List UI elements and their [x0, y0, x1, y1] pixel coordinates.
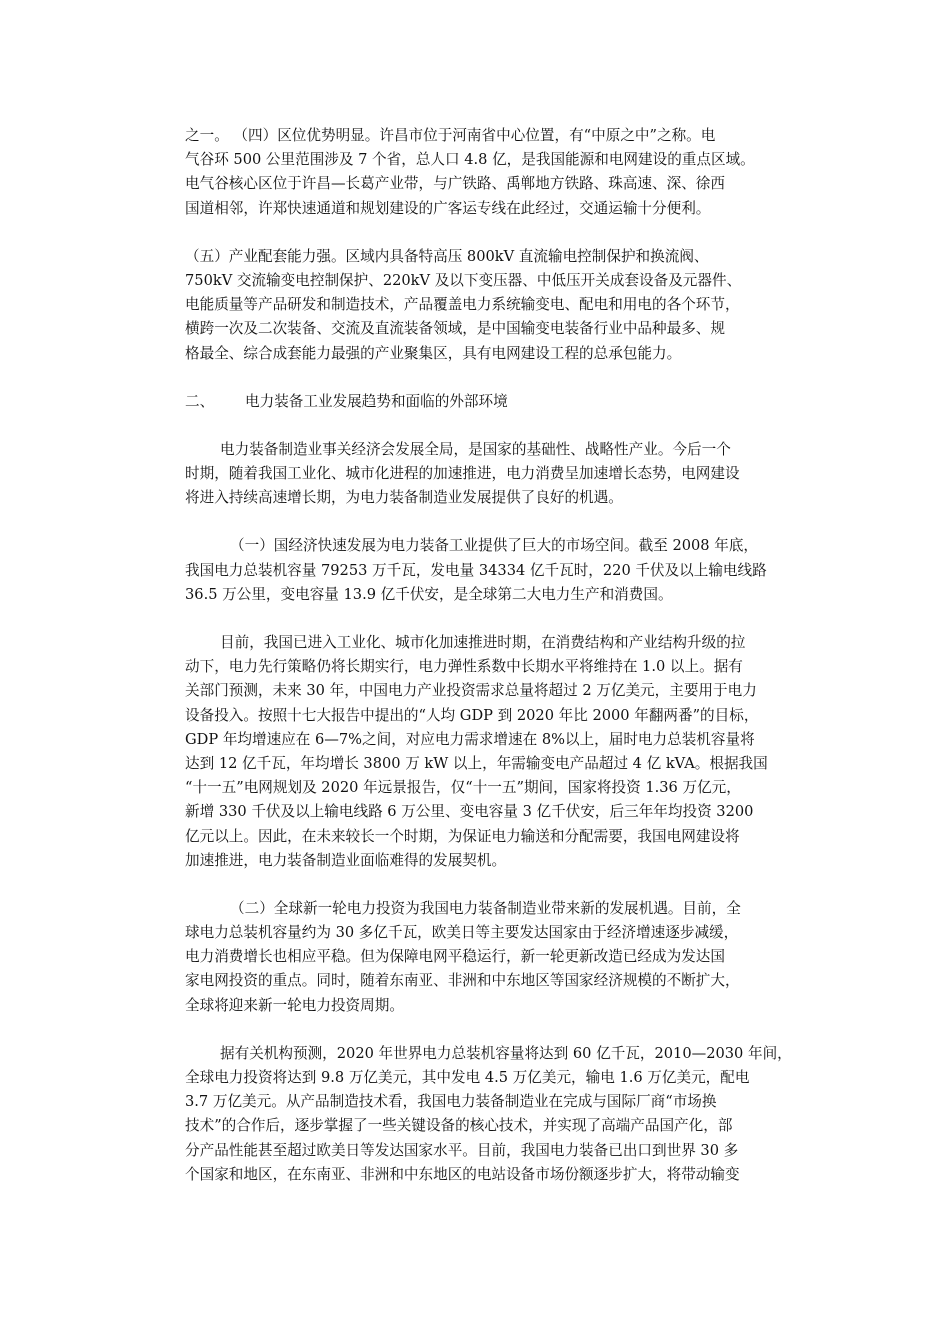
- text-line: 新增 330 千伏及以上输电线路 6 万公里、变电容量 3 亿千伏安，后三年年均投资 3200: [185, 803, 754, 821]
- paragraph-location-advantage: [185, 124, 805, 221]
- text-line: 技术”的合作后，逐步掌握了一些关键设备的核心技术，并实现了高端产品国产化，部: [185, 1117, 733, 1135]
- paragraph-gap: [185, 510, 805, 534]
- text-line: 国道相邻，许郑快速通道和规划建设的广客运专线在此经过，交通运输十分便利。: [185, 199, 711, 217]
- document-body: [185, 124, 805, 1187]
- text-line: （一）国经济快速发展为电力装备工业提供了巨大的市场空间。截至 2008 年底，: [230, 537, 759, 555]
- text-line: 达到 12 亿千瓦，年均增长 3800 万 kW 以上，年需输变电产品超过 4 亿 kVA。根据我国: [185, 754, 768, 772]
- text-line: 3.7 万亿美元。从产品制造技术看，我国电力装备制造业在完成与国际厂商“市场换: [185, 1093, 717, 1111]
- text-line: （二）全球新一轮电力投资为我国电力装备制造业带来新的发展机遇。目前，全: [230, 899, 741, 917]
- section-number: 二、: [185, 392, 215, 410]
- text-line: 动下，电力先行策略仍将长期实行，电力弹性系数中长期水平将维持在 1.0 以上。据有: [185, 658, 743, 676]
- paragraph-gap: [185, 221, 805, 245]
- text-line: 电能质量等产品研发和制造技术，产品覆盖电力系统输变电、配电和用电的各个环节，: [185, 296, 740, 314]
- paragraph-gap: [185, 873, 805, 897]
- paragraph-gap: [185, 607, 805, 631]
- text-line: 格最全、综合成套能力最强的产业聚集区，具有电网建设工程的总承包能力。: [185, 344, 682, 362]
- paragraph-industry-support: [185, 245, 805, 366]
- text-line: 设备投入。按照十七大报告中提出的“人均 GDP 到 2020 年比 2000 年翻两番”的目标，: [185, 706, 759, 724]
- paragraph-current-situation: [185, 631, 805, 873]
- text-line: 球电力总装机容量约为 30 多亿千瓦，欧美日等主要发达国家由于经济增速逐步减缓，: [185, 924, 739, 942]
- text-line: （五）产业配套能力强。区域内具备特高压 800kV 直流输电控制保护和换流阀、: [185, 247, 709, 265]
- text-line: 电力装备制造业事关经济会发展全局，是国家的基础性、战略性产业。今后一个: [220, 440, 731, 458]
- text-line: 亿元以上。因此，在未来较长一个时期，为保证电力输送和分配需要，我国电网建设将: [185, 827, 740, 845]
- text-line: 我国电力总装机容量 79253 万千瓦，发电量 34334 亿千瓦时，220 千伏及以上输电线路: [185, 561, 767, 579]
- text-line: 全球电力投资将达到 9.8 万亿美元，其中发电 4.5 万亿美元，输电 1.6 万亿美元，配电: [185, 1069, 750, 1086]
- text-line: 气谷环 500 公里范围涉及 7 个省，总人口 4.8 亿，是我国能源和电网建设的重点区域。: [185, 151, 755, 169]
- text-line: 750kV 交流输变电控制保护、220kV 及以下变压器、中低压开关成套设备及元器件、: [185, 271, 742, 289]
- text-line: 个国家和地区，在东南亚、非洲和中东地区的电站设备市场份额逐步扩大，将带动输变: [185, 1165, 740, 1183]
- paragraph-gap: [185, 366, 805, 390]
- paragraph-domestic-market: [185, 534, 805, 607]
- paragraph-forecast: [185, 1042, 805, 1187]
- text-line: 家电网投资的重点。同时，随着东南亚、非洲和中东地区等国家经济规模的不断扩大，: [185, 972, 740, 990]
- text-line: 分产品性能甚至超过欧美日等发达国家水平。目前，我国电力装备已出口到世界 30 多: [185, 1141, 739, 1159]
- text-line: 电气谷核心区位于许昌—长葛产业带，与广铁路、禹郸地方铁路、珠高速、深、徐西: [185, 175, 725, 193]
- text-line: 加速推进，电力装备制造业面临难得的发展契机。: [185, 851, 507, 869]
- text-line: 据有关机构预测，2020 年世界电力总装机容量将达到 60 亿千瓦，2010—2030 年间，: [220, 1044, 792, 1062]
- text-line: 关部门预测，未来 30 年，中国电力产业投资需求总量将超过 2 万亿美元，主要用于电力: [185, 682, 757, 700]
- text-line: 之一。 （四）区位优势明显。许昌市位于河南省中心位置，有“中原之中”之称。电: [185, 127, 716, 144]
- text-line: 全球将迎来新一轮电力投资周期。: [185, 996, 404, 1014]
- text-line: 将进入持续高速增长期，为电力装备制造业发展提供了良好的机遇。: [185, 489, 623, 507]
- section-title: 电力装备工业发展趋势和面临的外部环境: [245, 392, 508, 410]
- paragraph-intro: [185, 438, 805, 511]
- text-line: 横跨一次及二次装备、交流及直流装备领域，是中国输变电装备行业中品种最多、规: [185, 320, 725, 338]
- text-line: 36.5 万公里，变电容量 13.9 亿千伏安，是全球第二大电力生产和消费国。: [185, 585, 673, 603]
- paragraph-gap: [185, 1018, 805, 1042]
- text-line: GDP 年均增速应在 6—7%之间，对应电力需求增速在 8%以上，届时电力总装机容量将: [185, 730, 755, 748]
- text-line: “十一五”电网规划及 2020 年远景报告，仅“十一五”期间，国家将投资 1.36 万亿元，: [185, 779, 741, 797]
- text-line: 电力消费增长也相应平稳。但为保障电网平稳运行，新一轮更新改造已经成为发达国: [185, 948, 725, 966]
- text-line: 时期，随着我国工业化、城市化进程的加速推进，电力消费呈加速增长态势，电网建设: [185, 465, 740, 483]
- text-line: 目前，我国已进入工业化、城市化加速推进时期，在消费结构和产业结构升级的拉: [220, 634, 746, 651]
- paragraph-global-investment: [185, 897, 805, 1018]
- paragraph-gap: [185, 414, 805, 438]
- section-heading: [185, 390, 805, 414]
